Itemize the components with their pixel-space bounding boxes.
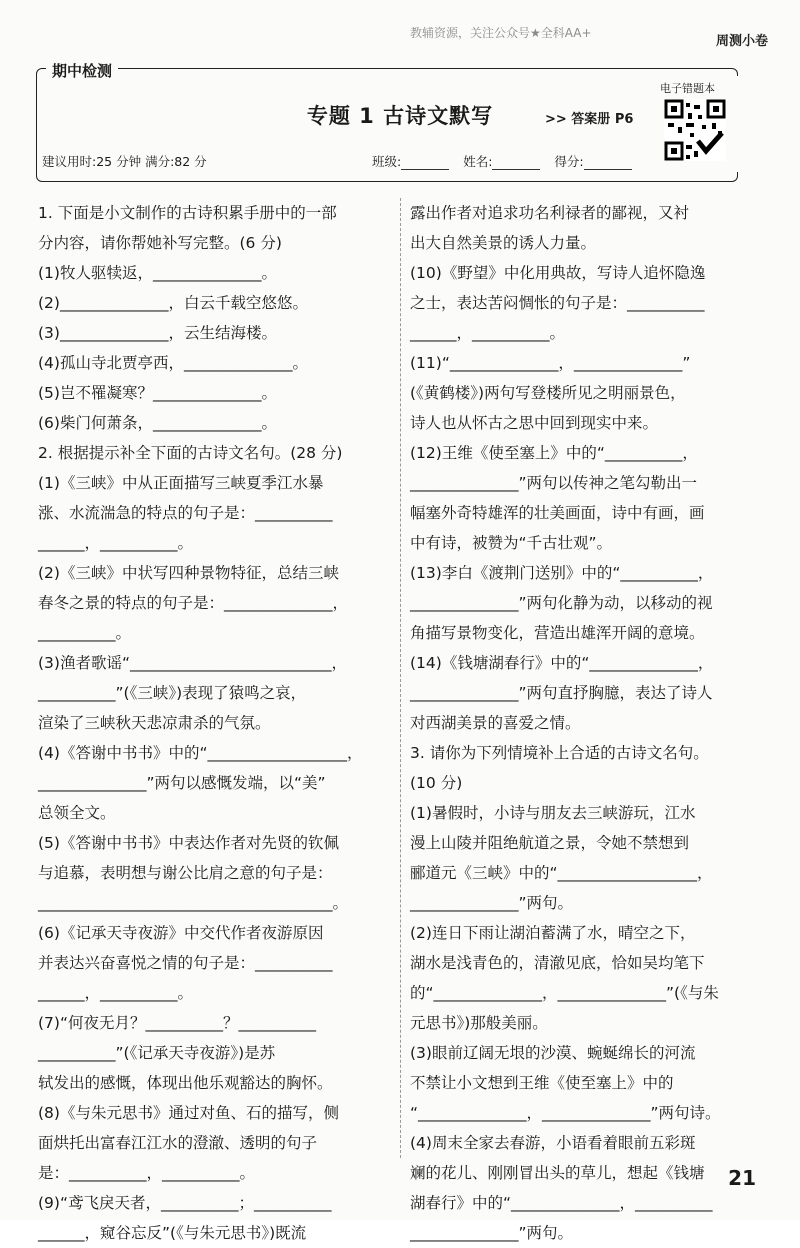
qr-label: 电子错题本 (660, 82, 715, 95)
question-line: 1. 下面是小文制作的古诗积累手册中的一部 (38, 204, 337, 222)
question-line: ______，窥谷忘反”(《与朱元思书》)既流 (38, 1224, 307, 1242)
question-line: (13)李白《渡荆门送别》中的“__________， (410, 564, 714, 582)
question-line: (6)柴门何萧条，______________。 (38, 414, 277, 432)
question-line: 露出作者对追求功名利禄者的鄙视，又衬 (410, 204, 690, 222)
question-line: ______________”两句以感慨发端，以“美” (38, 774, 326, 792)
question-line: 之士，表达苦闷惆怅的句子是：__________ (410, 294, 705, 312)
question-line: (4)《答谢中书书》中的“__________________， (38, 744, 363, 762)
question-line: (3)渔者歌谣“__________________________， (38, 654, 347, 672)
question-line: “______________，______________”两句诗。 (410, 1104, 721, 1122)
question-line: (2)______________，白云千载空悠悠。 (38, 294, 308, 312)
question-line: (4)周末全家去春游，小语看着眼前五彩斑 (410, 1134, 696, 1152)
question-line: 漫上山陵并阻绝航道之景，令她不禁想到 (410, 834, 690, 852)
question-line: (9)“鸢飞戾天者，__________；__________ (38, 1194, 332, 1212)
question-line: (《黄鹤楼》)两句写登楼所见之明丽景色， (410, 384, 686, 402)
name-label: 姓名: (463, 154, 493, 169)
question-line: (12)王维《使至塞上》中的“__________， (410, 444, 698, 462)
question-line: ______________”两句以传神之笔勾勒出一 (410, 474, 698, 492)
section-label: 期中检测 (46, 60, 118, 81)
question-line: (5)岂不罹凝寒？______________。 (38, 384, 277, 402)
question-line: 与追慕，表明想与谢公比肩之意的句子是： (38, 864, 333, 882)
question-line: (1)暑假时，小诗与朋友去三峡游玩，江水 (410, 804, 696, 822)
question-line: 轼发出的感慨，体现出他乐观豁达的胸怀。 (38, 1074, 333, 1092)
question-line: 角描写景物变化，营造出雄浑开阔的意境。 (410, 624, 705, 642)
question-line: (14)《钱塘湖春行》中的“______________， (410, 654, 714, 672)
question-line: 郦道元《三峡》中的“__________________， (410, 864, 713, 882)
question-line: 2. 根据提示补全下面的古诗文名句。(28 分) (38, 444, 343, 462)
question-line: ______________”两句化静为动，以移动的视 (410, 594, 713, 612)
page-title: 专题 1 古诗文默写 (306, 104, 494, 128)
question-line: (2)连日下雨让湖泊蓄满了水，晴空之下， (410, 924, 696, 942)
question-line: 并表达兴奋喜悦之情的句子是：__________ (38, 954, 333, 972)
question-line: 不禁让小文想到王维《使至塞上》中的 (410, 1074, 674, 1092)
question-line: 对西湖美景的喜爱之情。 (410, 714, 581, 732)
right-column (410, 198, 750, 1248)
question-line: (10)《野望》中化用典故，写诗人追怀隐逸 (410, 264, 706, 282)
name-blank (492, 157, 540, 170)
question-line: 3. 请你为下列情境补上合适的古诗文名句。 (410, 744, 709, 762)
question-line: ______________________________________。 (38, 894, 349, 912)
page-number: 21 (728, 1166, 756, 1190)
question-line: __________”(《三峡》)表现了猿鸣之哀， (38, 684, 307, 702)
column-divider (400, 198, 401, 1158)
question-line: (3)眼前辽阔无垠的沙漠、蜿蜒绵长的河流 (410, 1044, 696, 1062)
score-blank (584, 157, 632, 170)
question-line: 面烘托出富春江江水的澄澈、透明的句子 (38, 1134, 318, 1152)
question-line: 幅塞外奇特雄浑的壮美画面，诗中有画，画 (410, 504, 705, 522)
left-column (38, 198, 384, 1248)
question-line: (3)______________，云生结海楼。 (38, 324, 277, 342)
question-line: 中有诗，被赞为“千古壮观”。 (410, 534, 613, 552)
question-line: ______，__________。 (38, 984, 194, 1002)
top-watermark: 教辅资源，关注公众号★全科AA+ (410, 26, 592, 40)
qr-code-icon[interactable] (664, 99, 726, 161)
question-line: ______，__________。 (38, 534, 194, 552)
question-line: ______，__________。 (410, 324, 566, 342)
series-tag: 周测小卷 (715, 34, 768, 49)
question-line: 元思书》)那般美丽。 (410, 1014, 548, 1032)
question-line: (2)《三峡》中状写四种景物特征，总结三峡 (38, 564, 339, 582)
question-line: 渲染了三峡秋天悲凉肃杀的气氛。 (38, 714, 271, 732)
question-line: 总领全文。 (38, 804, 116, 822)
question-line: 分内容，请你帮她补写完整。(6 分) (38, 234, 282, 252)
question-line: 是：__________，__________。 (38, 1164, 256, 1182)
class-label: 班级: (372, 154, 402, 169)
question-line: 涨、水流湍急的特点的句子是：__________ (38, 504, 333, 522)
question-line: 湖水是浅青色的，清澈见底，恰如吴均笔下 (410, 954, 705, 972)
score-label: 得分: (554, 154, 584, 169)
question-line: (4)孤山寺北贾亭西，______________。 (38, 354, 308, 372)
student-info-fields (372, 152, 642, 170)
question-line: (10 分) (410, 774, 463, 792)
question-line: __________。 (38, 624, 132, 642)
question-line: 出大自然美景的诱人力量。 (410, 234, 597, 252)
question-line: 斓的花儿、刚刚冒出头的草儿，想起《钱塘 (410, 1164, 705, 1182)
question-line: (5)《答谢中书书》中表达作者对先贤的钦佩 (38, 834, 339, 852)
question-line: (6)《记承天寺夜游》中交代作者夜游原因 (38, 924, 324, 942)
question-line: (11)“______________，______________” (410, 354, 691, 372)
question-line: ______________”两句。 (410, 894, 574, 912)
question-line: (1)牧人驱犊返，______________。 (38, 264, 277, 282)
question-line: __________”(《记承天寺夜游》)是苏 (38, 1044, 276, 1062)
question-line: (7)“何夜无月？__________？__________ (38, 1014, 316, 1032)
question-line: 诗人也从怀古之思中回到现实中来。 (410, 414, 659, 432)
question-line: (1)《三峡》中从正面描写三峡夏季江水暴 (38, 474, 324, 492)
question-line: (8)《与朱元思书》通过对鱼、石的描写，侧 (38, 1104, 339, 1122)
question-line: ______________”两句。 (410, 1224, 574, 1242)
question-line: 的“______________，______________”(《与朱 (410, 984, 719, 1002)
time-and-score-info: 建议用时:25 分钟 满分:82 分 (42, 154, 207, 169)
answer-reference: >> 答案册 P6 (545, 112, 634, 127)
question-line: 春冬之景的特点的句子是：______________， (38, 594, 349, 612)
class-blank (401, 157, 449, 170)
question-line: ______________”两句直抒胸臆，表达了诗人 (410, 684, 713, 702)
question-line: 湖春行》中的“______________，__________ (410, 1194, 713, 1212)
